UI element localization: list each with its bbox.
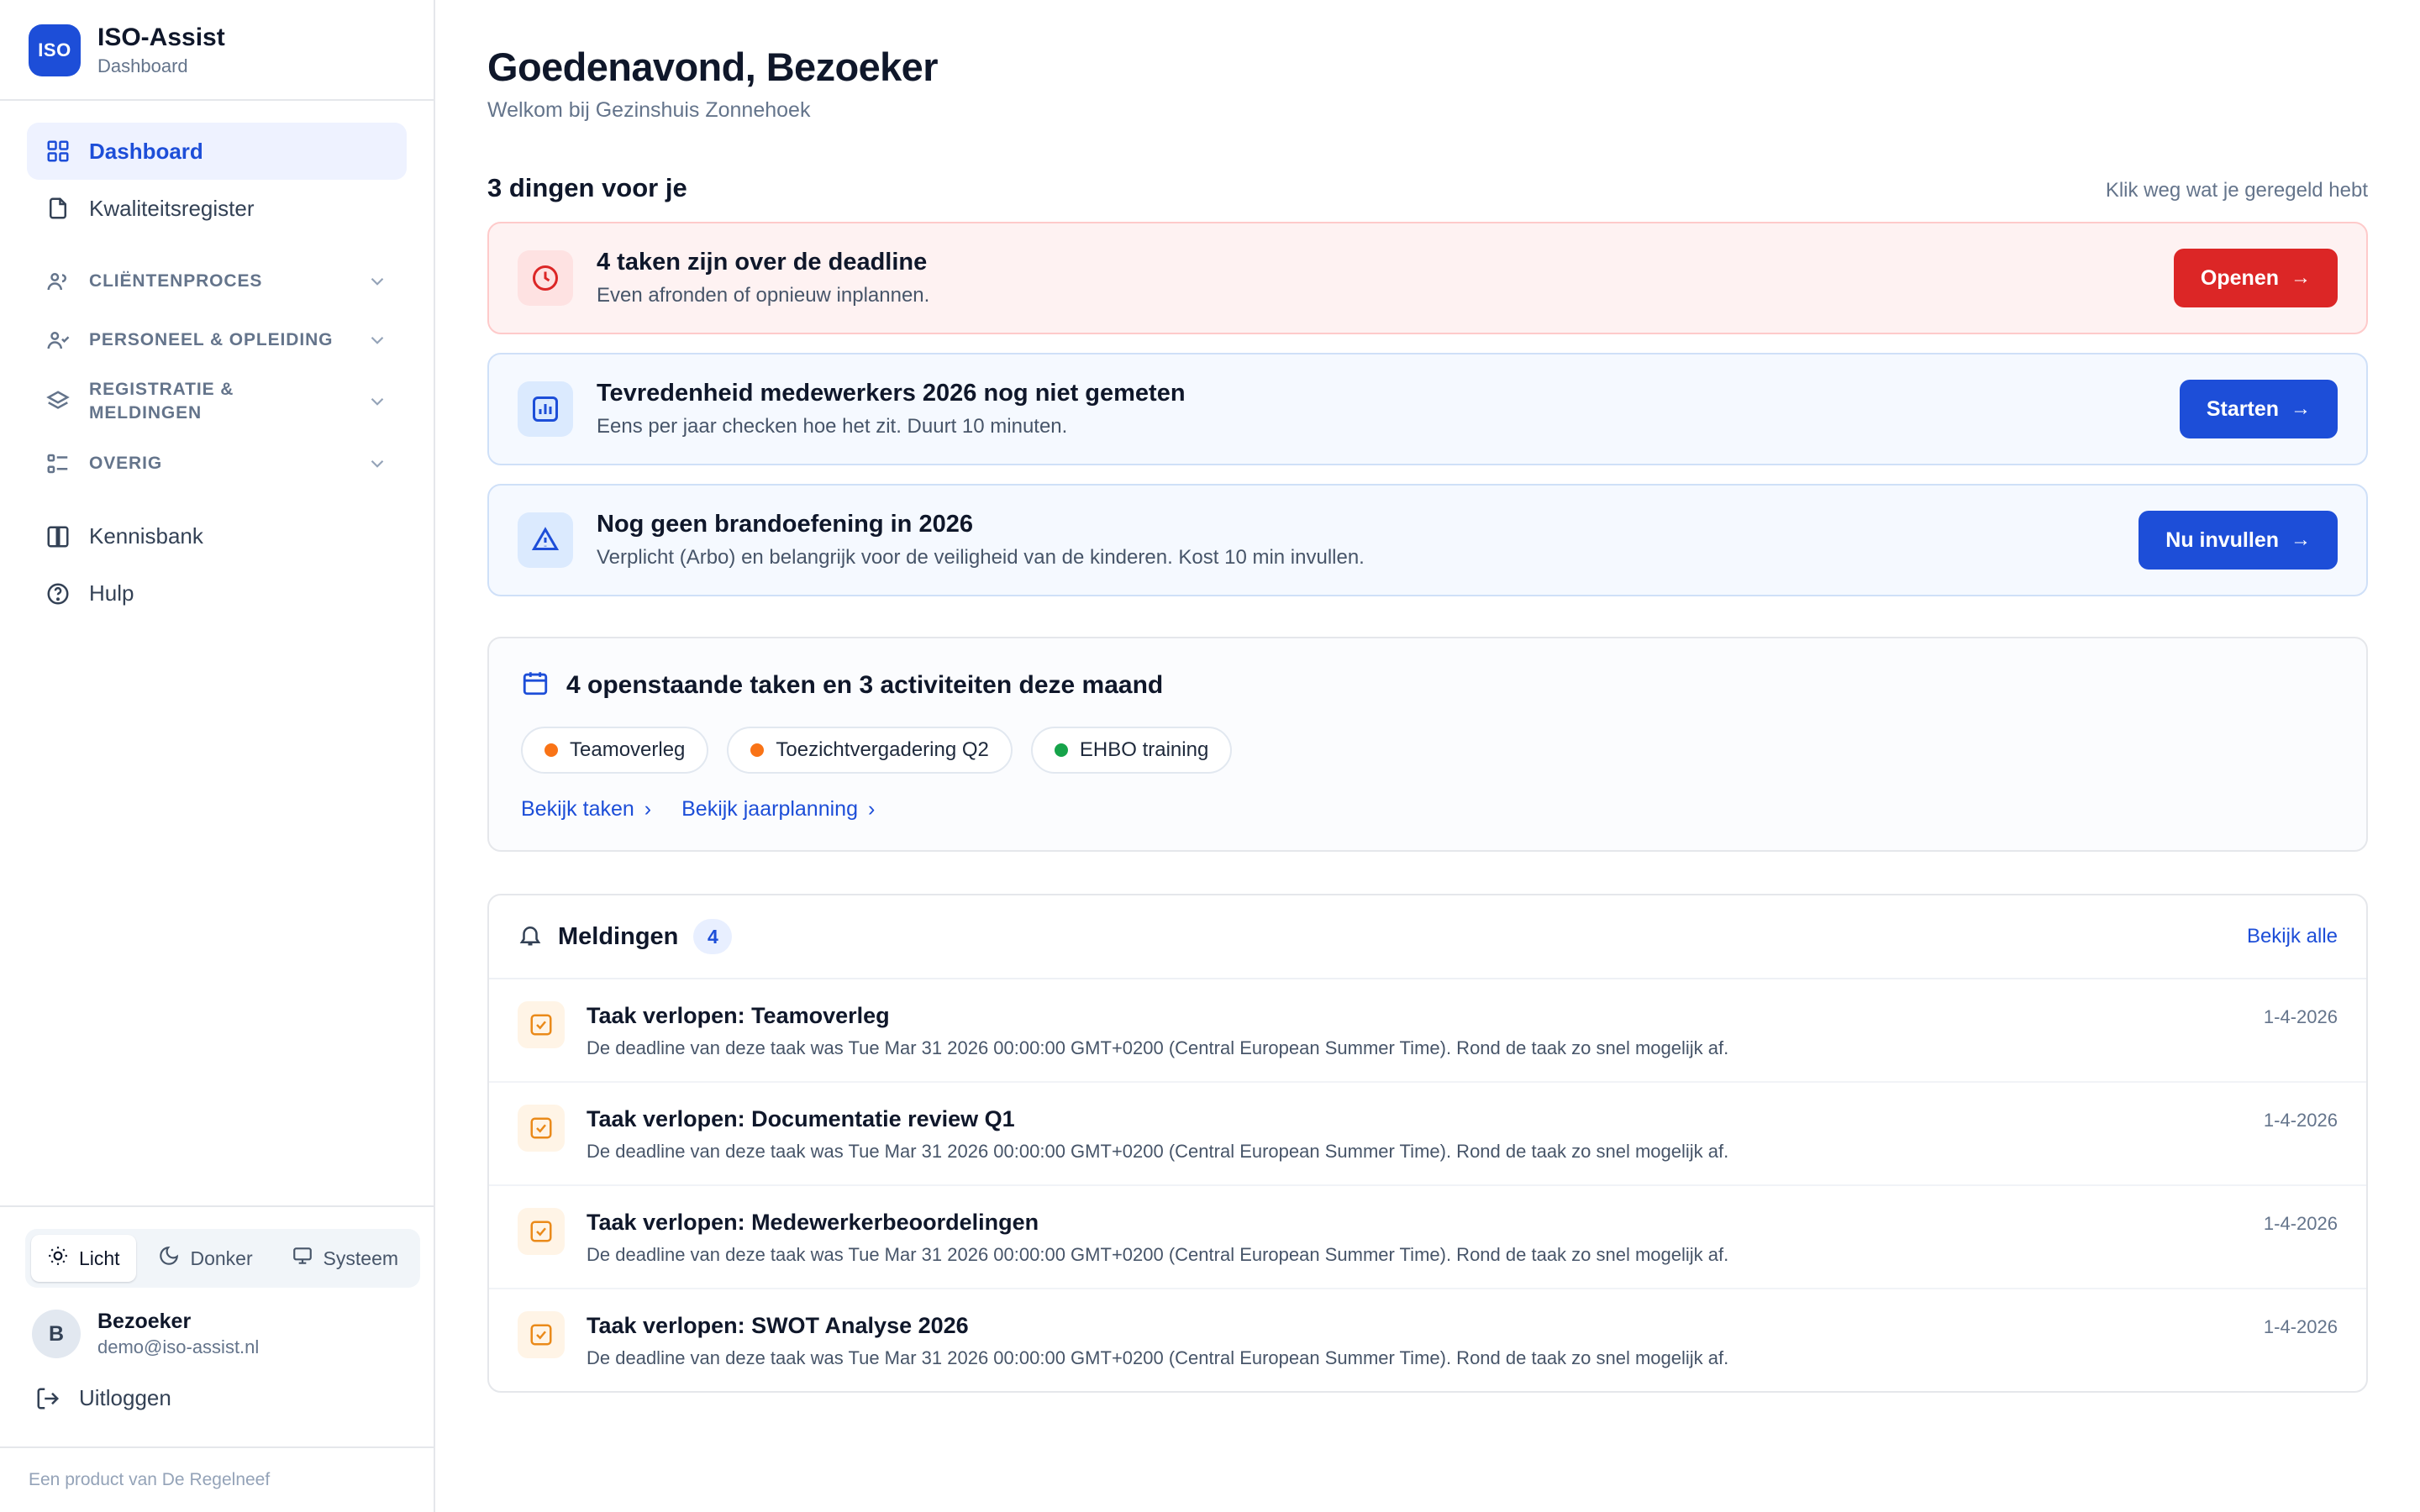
planning-card <box>487 637 2368 852</box>
sidebar-group-overig[interactable] <box>27 434 407 493</box>
notifications-header <box>489 895 2366 979</box>
theme-option-label: Donker <box>190 1247 253 1269</box>
status-dot <box>750 743 764 757</box>
view-all-link[interactable]: Bekijk alle <box>2246 925 2338 948</box>
theme-option-label: Licht <box>78 1247 120 1269</box>
sidebar-item-kennisbank[interactable] <box>27 508 407 565</box>
alert-card-employee-satisfaction <box>487 353 2368 465</box>
notification-date: 1-4-2026 <box>2263 1110 2338 1131</box>
notification-description: De deadline van deze taak was Tue Mar 31 2026 00:00:00 GMT+0200 (Central European Summer Time). Rond de taak zo snel mogelijk af. <box>587 1037 1729 1058</box>
user-email: demo@iso-assist.nl <box>97 1336 260 1357</box>
page-subtitle: Welkom bij Gezinshuis Zonnehoek <box>487 98 811 122</box>
alert-card-overdue-tasks <box>487 222 2368 334</box>
fill-in-now-button[interactable] <box>2139 511 2338 570</box>
alert-description: Even afronden of opnieuw inplannen. <box>597 284 930 307</box>
notification-date: 1-4-2026 <box>2263 1006 2338 1027</box>
help-icon <box>45 581 71 606</box>
sidebar-item-hulp[interactable] <box>27 565 407 622</box>
sidebar-item-kwaliteitsregister[interactable] <box>27 180 407 237</box>
app-logo: ISO <box>29 24 81 76</box>
clock-icon <box>518 250 573 306</box>
list-item[interactable] <box>489 979 2366 1083</box>
view-tasks-link[interactable] <box>521 797 651 822</box>
chip-ehbo-training[interactable] <box>1031 727 1232 774</box>
start-button-label: Starten <box>2206 396 2279 421</box>
users-icon <box>45 269 71 294</box>
calendar-icon <box>521 669 550 701</box>
sidebar <box>0 0 435 1512</box>
notifications-panel <box>487 894 2368 1393</box>
alert-description: Eens per jaar checken hoe het zit. Duurt 10 minuten. <box>597 415 1068 438</box>
sidebar-item-label: Kwaliteitsregister <box>89 195 255 221</box>
sidebar-group-label: OVERIG <box>89 453 163 473</box>
moon-icon <box>158 1245 180 1272</box>
sidebar-item-dashboard[interactable] <box>27 123 407 180</box>
notifications-count-badge: 4 <box>693 919 732 954</box>
book-icon <box>45 524 71 549</box>
monitor-icon <box>292 1245 313 1272</box>
dismiss-link[interactable]: Klik weg wat je geregeld hebt <box>2105 179 2368 202</box>
user-profile[interactable] <box>25 1288 408 1367</box>
theme-option-light[interactable] <box>31 1235 136 1282</box>
notification-title: Taak verlopen: Medewerkerbeoordelingen <box>587 1210 1039 1235</box>
chevron-down-icon <box>366 391 388 412</box>
warning-icon <box>518 512 573 568</box>
list-item[interactable] <box>489 1289 2366 1391</box>
open-button-label: Openen <box>2200 265 2279 290</box>
list-icon <box>45 451 71 476</box>
view-tasks-label: Bekijk taken <box>521 797 634 821</box>
user-check-icon <box>45 328 71 353</box>
task-icon <box>518 1105 565 1152</box>
chart-icon <box>518 381 573 437</box>
alert-title: Nog geen brandoefening in 2026 <box>597 511 973 538</box>
notifications-title: Meldingen <box>558 922 679 950</box>
start-button[interactable] <box>2180 380 2338 438</box>
avatar: B <box>32 1310 81 1358</box>
theme-toggle[interactable] <box>25 1229 420 1288</box>
sun-icon <box>47 1245 69 1272</box>
view-year-planning-link[interactable] <box>681 797 875 822</box>
alert-card-fire-drill <box>487 484 2368 596</box>
logout-button[interactable] <box>25 1367 408 1430</box>
planning-card-title: 4 openstaande taken en 3 activiteiten deze maand <box>566 670 1164 699</box>
alert-title: Tevredenheid medewerkers 2026 nog niet gemeten <box>597 380 1186 407</box>
chip-label: EHBO training <box>1079 738 1209 761</box>
sidebar-nav <box>0 101 434 1205</box>
nav-spacer <box>27 237 407 252</box>
theme-option-dark[interactable] <box>143 1235 269 1282</box>
theme-option-label: Systeem <box>323 1247 399 1269</box>
notification-date: 1-4-2026 <box>2263 1213 2338 1234</box>
sidebar-bottom <box>0 1205 434 1446</box>
arrow-right-icon: → <box>2291 266 2311 289</box>
chevron-right-icon: › <box>867 797 876 821</box>
grid-icon <box>45 139 71 164</box>
chip-label: Teamoverleg <box>570 738 686 761</box>
main-content <box>435 0 2420 1512</box>
task-icon <box>518 1208 565 1255</box>
tasks-section-header <box>487 173 2368 203</box>
alert-title: 4 taken zijn over de deadline <box>597 249 928 276</box>
logout-icon <box>35 1386 60 1411</box>
notification-title: Taak verlopen: Documentatie review Q1 <box>587 1106 1015 1131</box>
notification-title: Taak verlopen: Teamoverleg <box>587 1003 890 1028</box>
document-icon <box>45 196 71 221</box>
chevron-down-icon <box>366 453 388 475</box>
brand <box>0 0 434 101</box>
status-dot <box>1055 743 1068 757</box>
notification-date: 1-4-2026 <box>2263 1316 2338 1337</box>
arrow-right-icon: → <box>2291 528 2311 551</box>
list-item[interactable] <box>489 1186 2366 1289</box>
nav-spacer <box>27 493 407 508</box>
chip-teamoverleg[interactable] <box>521 727 708 774</box>
arrow-right-icon: → <box>2291 397 2311 420</box>
chip-toezichtvergadering[interactable] <box>727 727 1012 774</box>
chevron-right-icon: › <box>644 797 652 821</box>
alert-description: Verplicht (Arbo) en belangrijk voor de veiligheid van de kinderen. Kost 10 min invullen. <box>597 546 1365 569</box>
sidebar-item-label: Hulp <box>89 580 134 606</box>
bell-icon <box>518 922 543 952</box>
user-name: Bezoeker <box>97 1310 192 1333</box>
page-title: Goedenavond, Bezoeker <box>487 45 938 89</box>
sidebar-group-clientenproces[interactable] <box>27 252 407 311</box>
view-year-planning-label: Bekijk jaarplanning <box>681 797 858 821</box>
status-dot <box>544 743 558 757</box>
sidebar-item-label: Dashboard <box>89 138 203 164</box>
chevron-down-icon <box>366 270 388 292</box>
notification-description: De deadline van deze taak was Tue Mar 31 2026 00:00:00 GMT+0200 (Central European Summer Time). Rond de taak zo snel mogelijk af. <box>587 1347 1729 1368</box>
layers-icon <box>45 389 71 414</box>
notification-description: De deadline van deze taak was Tue Mar 31 2026 00:00:00 GMT+0200 (Central European Summer Time). Rond de taak zo snel mogelijk af. <box>587 1141 1729 1162</box>
sidebar-group-registratie-meldingen[interactable] <box>27 370 407 434</box>
sidebar-group-label: PERSONEEL & OPLEIDING <box>89 329 334 349</box>
app-title: ISO-Assist <box>97 24 225 51</box>
sidebar-group-personeel-opleiding[interactable] <box>27 311 407 370</box>
planning-chips <box>521 727 2334 774</box>
task-icon <box>518 1311 565 1358</box>
logout-label: Uitloggen <box>79 1385 171 1410</box>
list-item[interactable] <box>489 1083 2366 1186</box>
notification-title: Taak verlopen: SWOT Analyse 2026 <box>587 1313 969 1338</box>
chip-label: Toezichtvergadering Q2 <box>776 738 989 761</box>
sidebar-footer: Een product van De Regelneef <box>0 1446 434 1512</box>
tasks-section-title: 3 dingen voor je <box>487 173 687 202</box>
sidebar-group-label: CLIËNTENPROCES <box>89 270 263 291</box>
chevron-down-icon <box>366 329 388 351</box>
sidebar-group-label: REGISTRATIE & MELDINGEN <box>89 380 234 423</box>
open-button[interactable] <box>2174 249 2338 307</box>
fill-in-now-button-label: Nu invullen <box>2165 528 2279 552</box>
sidebar-item-label: Kennisbank <box>89 523 203 549</box>
app-subtitle: Dashboard <box>97 55 188 76</box>
task-icon <box>518 1001 565 1048</box>
theme-option-system[interactable] <box>276 1235 414 1282</box>
notification-description: De deadline van deze taak was Tue Mar 31 2026 00:00:00 GMT+0200 (Central European Summer Time). Rond de taak zo snel mogelijk af. <box>587 1244 1729 1265</box>
